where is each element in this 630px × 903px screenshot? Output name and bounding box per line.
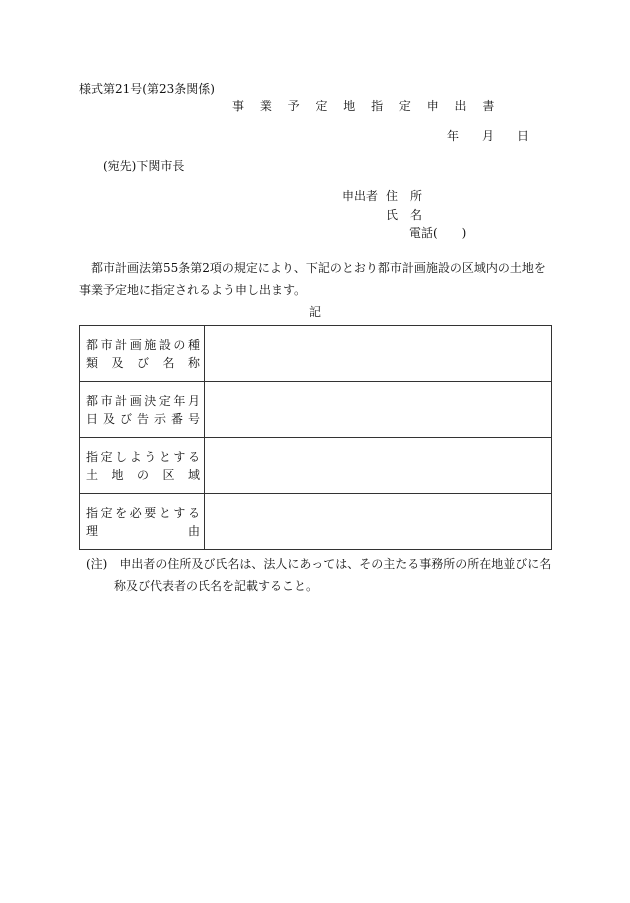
applicant-label: 申出者 <box>342 189 379 203</box>
table-row <box>80 494 552 550</box>
application-table <box>79 325 552 550</box>
row-label-reason: 指定を必要とする 理 由 <box>80 494 205 550</box>
row-value-facility[interactable] <box>205 326 552 382</box>
phone-label: 電話( ) <box>409 226 467 240</box>
name-label: 氏 名 <box>386 208 423 222</box>
row-value-reason[interactable] <box>205 494 552 550</box>
address-label: 住 所 <box>386 189 423 203</box>
ki-heading: 記 <box>309 305 322 319</box>
note <box>86 553 552 597</box>
form-number: 様式第21号(第23条関係) <box>79 82 215 96</box>
addressee: (宛先)下関市長 <box>103 159 185 173</box>
document-title: 事 業 予 定 地 指 定 申 出 書 <box>232 99 501 113</box>
date-month: 月 <box>482 129 495 143</box>
body-text: 都市計画法第55条第2項の規定により、下記のとおり都市計画施設の区域内の土地を事業予定地に指定されるよう申し出ます。 <box>79 261 546 297</box>
table-row <box>80 438 552 494</box>
date-day: 日 <box>517 129 530 143</box>
table-row <box>80 326 552 382</box>
row-label-land-area: 指定しようとする 土 地 の 区 域 <box>80 438 205 494</box>
row-label-facility: 都市計画施設の種 類 及 び 名 称 <box>80 326 205 382</box>
row-value-decision-date[interactable] <box>205 382 552 438</box>
row-value-land-area[interactable] <box>205 438 552 494</box>
note-line-2: 称及び代表者の氏名を記載すること。 <box>114 579 319 593</box>
row-label-decision-date: 都市計画決定年月 日及び告示番号 <box>80 382 205 438</box>
date-year: 年 <box>447 129 460 143</box>
table-row <box>80 382 552 438</box>
note-line-1: (注) 申出者の住所及び氏名は、法人にあっては、その主たる事務所の所在地並びに名 <box>86 557 552 571</box>
